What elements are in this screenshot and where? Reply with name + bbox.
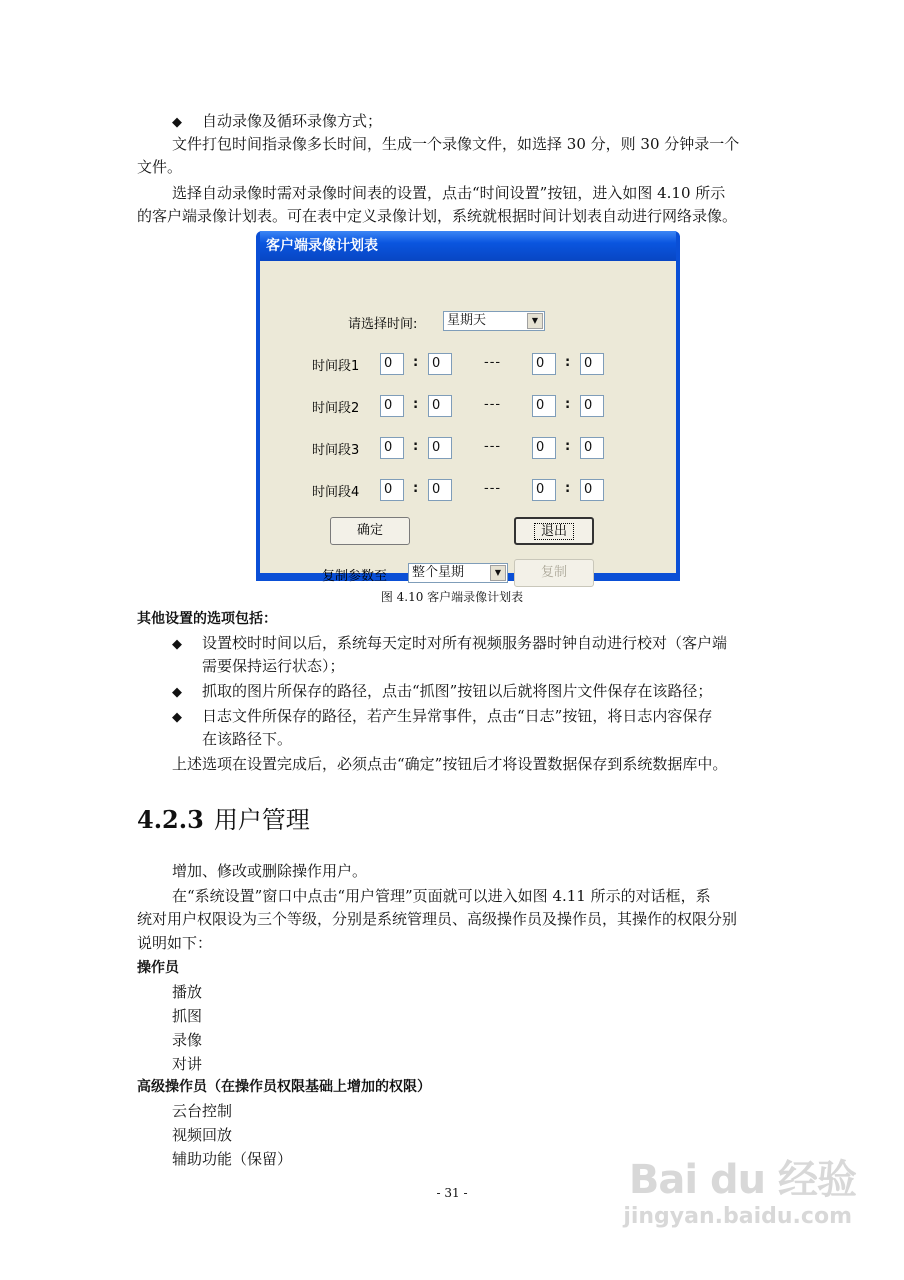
copy-button[interactable]: 复制 xyxy=(514,559,594,587)
list-item: 对讲 xyxy=(172,1055,203,1073)
exit-button-label: 退出 xyxy=(535,524,573,539)
paragraph: 选择自动录像时需对录像时间表的设置，点击“时间设置”按钮，进入如图 4.10 所示 xyxy=(172,184,726,202)
chevron-down-icon[interactable]: ▼ xyxy=(490,565,506,581)
paragraph: 的客户端录像计划表。可在表中定义录像计划，系统就根据时间计划表自动进行网络录像。 xyxy=(137,207,738,225)
list-item: 视频回放 xyxy=(172,1126,233,1144)
dash: --- xyxy=(484,355,502,370)
bullet-icon: ◆ xyxy=(172,637,182,652)
paragraph: 说明如下： xyxy=(137,934,213,952)
start-minute-input[interactable]: 0 xyxy=(428,437,452,459)
segment-label: 时间段3 xyxy=(312,443,360,458)
watermark-url: jingyan.baidu.com xyxy=(623,1204,852,1229)
paragraph: 设置校时时间以后，系统每天定时对所有视频服务器时钟自动进行校对（客户端 xyxy=(202,634,728,652)
bullet-line xyxy=(172,632,727,656)
end-minute-input[interactable]: 0 xyxy=(580,437,604,459)
paragraph: 增加、修改或删除操作用户。 xyxy=(172,862,368,880)
end-hour-input[interactable]: 0 xyxy=(532,395,556,417)
start-hour-input[interactable]: 0 xyxy=(380,479,404,501)
paragraph: 自动录像及循环录像方式； xyxy=(202,112,383,130)
day-select-value: 星期天 xyxy=(447,313,487,328)
heading-number: 4.2.3 xyxy=(137,805,204,834)
bullet-line xyxy=(172,680,712,704)
colon: : xyxy=(565,439,571,454)
colon: : xyxy=(565,355,571,370)
list-item: 辅助功能（保留） xyxy=(172,1150,293,1168)
dash: --- xyxy=(484,481,502,496)
paragraph: 日志文件所保存的路径，若产生异常事件，点击“日志”按钮，将日志内容保存 xyxy=(202,707,713,725)
page-number: - 31 - xyxy=(436,1186,468,1200)
dash: --- xyxy=(484,397,502,412)
section-label: 其他设置的选项包括： xyxy=(137,611,277,627)
colon: : xyxy=(413,481,419,496)
dialog-title: 客户端录像计划表 xyxy=(260,231,676,261)
paragraph: 在该路径下。 xyxy=(202,730,293,748)
copy-target-value: 整个星期 xyxy=(412,565,465,580)
ok-button[interactable]: 确定 xyxy=(330,517,410,545)
dash: --- xyxy=(484,439,502,454)
paragraph: 统对用户权限设为三个等级，分别是系统管理员、高级操作员及操作员，其操作的权限分别 xyxy=(137,910,738,928)
paragraph: 文件打包时间指录像多长时间，生成一个录像文件，如选择 30 分，则 30 分钟录一个 xyxy=(172,135,740,153)
select-time-label: 请选择时间: xyxy=(348,317,418,332)
bullet-line-1 xyxy=(172,110,382,134)
paragraph: 上述选项在设置完成后，必须点击“确定”按钮后才将设置数据保存到系统数据库中。 xyxy=(172,755,728,773)
section-heading xyxy=(137,800,310,835)
colon: : xyxy=(413,397,419,412)
start-minute-input[interactable]: 0 xyxy=(428,353,452,375)
baidu-watermark: Bai du 经验 xyxy=(628,1157,856,1203)
list-item: 云台控制 xyxy=(172,1102,233,1120)
bullet-icon: ◆ xyxy=(172,710,182,725)
heading-text: 用户管理 xyxy=(213,806,310,834)
paragraph: 文件。 xyxy=(137,158,183,176)
schedule-dialog xyxy=(256,231,680,584)
segment-label: 时间段2 xyxy=(312,401,360,416)
paragraph: 抓取的图片所保存的路径，点击“抓图”按钮以后就将图片文件保存在该路径； xyxy=(202,682,713,700)
operator-title: 操作员 xyxy=(137,960,179,976)
bullet-icon: ◆ xyxy=(172,685,182,700)
end-minute-input[interactable]: 0 xyxy=(580,479,604,501)
segment-label: 时间段1 xyxy=(312,359,360,374)
start-minute-input[interactable]: 0 xyxy=(428,479,452,501)
advanced-operator-title: 高级操作员（在操作员权限基础上增加的权限） xyxy=(137,1079,431,1095)
chevron-down-icon[interactable]: ▼ xyxy=(527,313,543,329)
colon: : xyxy=(565,397,571,412)
bullet-line xyxy=(172,705,712,729)
figure-caption: 图 4.10 客户端录像计划表 xyxy=(380,590,524,604)
list-item: 抓图 xyxy=(172,1007,203,1025)
start-hour-input[interactable]: 0 xyxy=(380,353,404,375)
list-item: 录像 xyxy=(172,1031,203,1049)
end-minute-input[interactable]: 0 xyxy=(580,353,604,375)
start-hour-input[interactable]: 0 xyxy=(380,437,404,459)
exit-button[interactable] xyxy=(514,517,594,545)
colon: : xyxy=(413,439,419,454)
dialog-body xyxy=(260,261,676,584)
segment-label: 时间段4 xyxy=(312,485,360,500)
copy-target-select[interactable] xyxy=(408,563,508,583)
end-hour-input[interactable]: 0 xyxy=(532,479,556,501)
day-select[interactable] xyxy=(443,311,545,331)
colon: : xyxy=(565,481,571,496)
paragraph: 在“系统设置”窗口中点击“用户管理”页面就可以进入如图 4.11 所示的对话框，系 xyxy=(172,887,711,905)
colon: : xyxy=(413,355,419,370)
start-hour-input[interactable]: 0 xyxy=(380,395,404,417)
end-hour-input[interactable]: 0 xyxy=(532,437,556,459)
paragraph: 需要保持运行状态）； xyxy=(202,657,345,675)
end-hour-input[interactable]: 0 xyxy=(532,353,556,375)
end-minute-input[interactable]: 0 xyxy=(580,395,604,417)
list-item: 播放 xyxy=(172,983,203,1001)
start-minute-input[interactable]: 0 xyxy=(428,395,452,417)
bullet-icon: ◆ xyxy=(172,115,182,130)
copy-params-label: 复制参数至 xyxy=(322,569,388,584)
